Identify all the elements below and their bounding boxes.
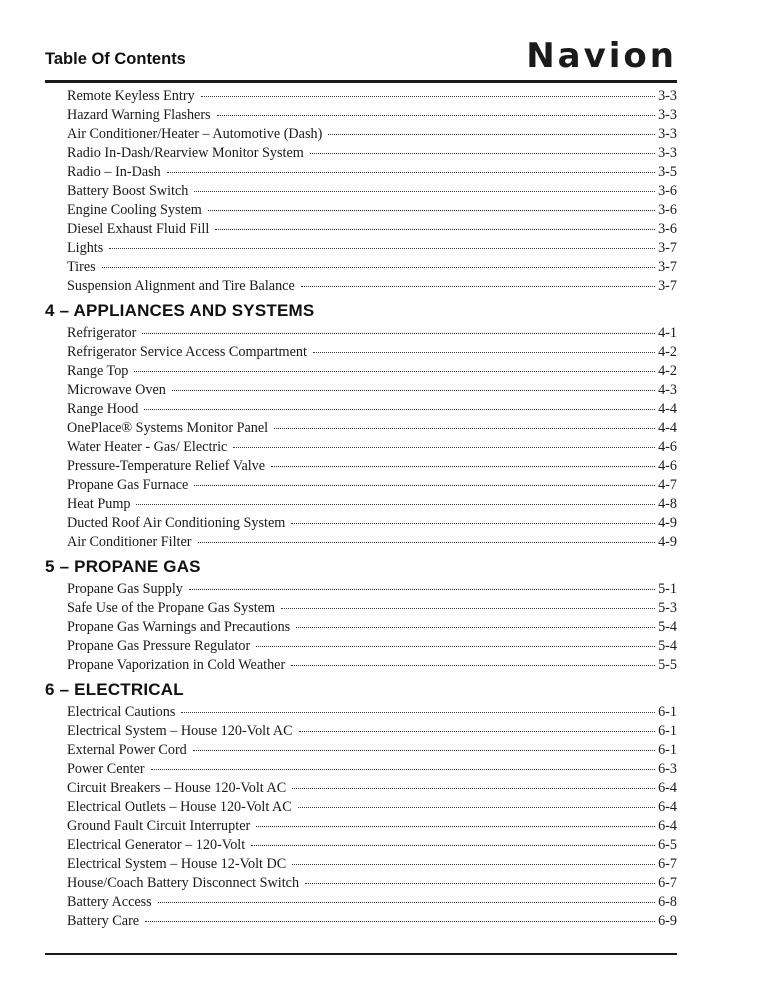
toc-entry-page: 4-6	[658, 458, 677, 474]
toc-entry[interactable]	[45, 220, 677, 239]
toc-entry-page: 6-1	[658, 742, 677, 758]
section-heading: 5 – PROPANE GAS	[45, 557, 201, 576]
toc-entry[interactable]	[45, 599, 677, 618]
toc-entry-title: Ground Fault Circuit Interrupter	[67, 818, 251, 834]
toc-entry[interactable]	[45, 277, 677, 296]
dot-leader	[305, 882, 655, 884]
toc-entry[interactable]	[45, 722, 677, 741]
toc-entry-title: Range Top	[67, 363, 129, 379]
toc-entry-page: 6-4	[658, 780, 677, 796]
dot-leader	[291, 522, 655, 524]
dot-leader	[172, 389, 655, 391]
toc-entry[interactable]	[45, 400, 677, 419]
toc-entry-page: 4-2	[658, 344, 677, 360]
dot-leader	[181, 711, 655, 713]
dot-leader	[292, 863, 655, 865]
toc-entry[interactable]	[45, 362, 677, 381]
toc-entry[interactable]	[45, 741, 677, 760]
dot-leader	[271, 465, 655, 467]
toc-entry-title: Range Hood	[67, 401, 139, 417]
dot-leader	[194, 190, 655, 192]
dot-leader	[134, 370, 655, 372]
dot-leader	[215, 228, 655, 230]
toc-entry-page: 6-4	[658, 818, 677, 834]
toc-entry-page: 3-6	[658, 202, 677, 218]
toc-entry-title: Water Heater - Gas/ Electric	[67, 439, 228, 455]
dot-leader	[310, 152, 655, 154]
header-rule	[45, 80, 677, 83]
toc-entry-title: Electrical Outlets – House 120-Volt AC	[67, 799, 292, 815]
toc-entry-title: Battery Boost Switch	[67, 183, 189, 199]
toc-entry-page: 4-8	[658, 496, 677, 512]
toc-entry-page: 4-4	[658, 420, 677, 436]
toc-entry[interactable]	[45, 874, 677, 893]
toc-entry-title: Pressure-Temperature Relief Valve	[67, 458, 266, 474]
toc-entry-title: Electrical System – House 12-Volt DC	[67, 856, 287, 872]
dot-leader	[167, 171, 655, 173]
toc-entry[interactable]	[45, 144, 677, 163]
toc-entry-page: 3-7	[658, 278, 677, 294]
toc-entry-title: Propane Gas Warnings and Precautions	[67, 619, 291, 635]
toc-entry[interactable]	[45, 836, 677, 855]
toc-entry-page: 4-6	[658, 439, 677, 455]
toc-entry-title: Electrical System – House 120-Volt AC	[67, 723, 293, 739]
toc-entry-page: 6-7	[658, 875, 677, 891]
toc-entry-title: Remote Keyless Entry	[67, 88, 195, 104]
toc-entry[interactable]	[45, 855, 677, 874]
toc-entry[interactable]	[45, 893, 677, 912]
toc-entry[interactable]	[45, 514, 677, 533]
toc-entry[interactable]	[45, 476, 677, 495]
toc-entry-page: 4-9	[658, 515, 677, 531]
toc-entry-page: 3-7	[658, 240, 677, 256]
dot-leader	[193, 749, 655, 751]
dot-leader	[256, 645, 655, 647]
toc-entry-title: Engine Cooling System	[67, 202, 202, 218]
toc-entry[interactable]	[45, 618, 677, 637]
toc-entry[interactable]	[45, 912, 677, 931]
toc-entry-page: 5-3	[658, 600, 677, 616]
toc-entry[interactable]	[45, 324, 677, 343]
brand-logo: Navion	[526, 36, 677, 76]
toc-entry-title: Lights	[67, 240, 104, 256]
toc-entry[interactable]	[45, 106, 677, 125]
toc-entry-page: 3-6	[658, 183, 677, 199]
toc-entry[interactable]	[45, 258, 677, 277]
toc-entry-title: Battery Access	[67, 894, 152, 910]
toc-entry-page: 4-1	[658, 325, 677, 341]
toc-entry[interactable]	[45, 201, 677, 220]
dot-leader	[233, 446, 655, 448]
dot-leader	[136, 503, 655, 505]
toc-entry-page: 5-4	[658, 638, 677, 654]
toc-entry[interactable]	[45, 533, 677, 552]
toc-entry-page: 4-7	[658, 477, 677, 493]
toc-entry-title: Circuit Breakers – House 120-Volt AC	[67, 780, 287, 796]
toc-entry[interactable]	[45, 457, 677, 476]
toc-entry-page: 4-3	[658, 382, 677, 398]
toc-entry-title: Tires	[67, 259, 96, 275]
toc-entry[interactable]	[45, 163, 677, 182]
toc-entry-title: Diesel Exhaust Fluid Fill	[67, 221, 210, 237]
toc-entry-title: Electrical Cautions	[67, 704, 176, 720]
toc-entry[interactable]	[45, 239, 677, 258]
toc-entry[interactable]	[45, 760, 677, 779]
toc-entry-title: Hazard Warning Flashers	[67, 107, 211, 123]
toc-entry-title: Refrigerator	[67, 325, 137, 341]
toc-entry-title: Radio In-Dash/Rearview Monitor System	[67, 145, 304, 161]
toc-entry-title: Propane Gas Pressure Regulator	[67, 638, 251, 654]
toc-entry-page: 3-5	[658, 164, 677, 180]
dot-leader	[251, 844, 655, 846]
dot-leader	[301, 285, 655, 287]
dot-leader	[142, 332, 655, 334]
toc-entry[interactable]	[45, 125, 677, 144]
dot-leader	[144, 408, 655, 410]
toc-entry-page: 4-2	[658, 363, 677, 379]
toc-entry-page: 6-1	[658, 723, 677, 739]
toc-entry[interactable]	[45, 656, 677, 675]
toc-entry[interactable]	[45, 182, 677, 201]
dot-leader	[208, 209, 655, 211]
toc-entry-title: Refrigerator Service Access Compartment	[67, 344, 307, 360]
toc-entry-page: 4-4	[658, 401, 677, 417]
dot-leader	[217, 114, 656, 116]
dot-leader	[296, 626, 655, 628]
toc-entry[interactable]	[45, 798, 677, 817]
toc-entry-page: 6-4	[658, 799, 677, 815]
toc-entry[interactable]	[45, 580, 677, 599]
toc-entry[interactable]	[45, 87, 677, 106]
dot-leader	[281, 607, 655, 609]
toc-entry-page: 6-7	[658, 856, 677, 872]
toc-entry[interactable]	[45, 419, 677, 438]
toc-entry[interactable]	[45, 343, 677, 362]
dot-leader	[158, 901, 655, 903]
section-heading: 4 – APPLIANCES AND SYSTEMS	[45, 301, 315, 320]
toc-entry[interactable]	[45, 779, 677, 798]
dot-leader	[189, 588, 655, 590]
toc-entry-title: Air Conditioner/Heater – Automotive (Dash)	[67, 126, 323, 142]
toc-entry[interactable]	[45, 495, 677, 514]
dot-leader	[194, 484, 655, 486]
toc-entry-title: Propane Vaporization in Cold Weather	[67, 657, 286, 673]
toc-entry[interactable]	[45, 703, 677, 722]
toc-entry[interactable]	[45, 438, 677, 457]
toc-entry-title: Safe Use of the Propane Gas System	[67, 600, 276, 616]
dot-leader	[109, 247, 655, 249]
toc-entry-page: 3-3	[658, 126, 677, 142]
page-title: Table Of Contents	[45, 50, 186, 68]
dot-leader	[201, 95, 655, 97]
dot-leader	[298, 806, 655, 808]
toc-entry-title: Battery Care	[67, 913, 140, 929]
dot-leader	[299, 730, 656, 732]
dot-leader	[313, 351, 655, 353]
toc-entry-title: Power Center	[67, 761, 145, 777]
dot-leader	[145, 920, 655, 922]
toc-entry-page: 5-5	[658, 657, 677, 673]
toc-entry-page: 6-9	[658, 913, 677, 929]
toc-entry-page: 3-7	[658, 259, 677, 275]
toc-entry-title: Propane Gas Furnace	[67, 477, 189, 493]
toc-entry-page: 6-8	[658, 894, 677, 910]
toc-entry-title: House/Coach Battery Disconnect Switch	[67, 875, 300, 891]
toc-entry-page: 5-1	[658, 581, 677, 597]
page-header	[45, 36, 677, 80]
dot-leader	[102, 266, 655, 268]
dot-leader	[256, 825, 655, 827]
toc-entry-title: Propane Gas Supply	[67, 581, 183, 597]
toc-entry-title: Electrical Generator – 120-Volt	[67, 837, 246, 853]
toc-entry-page: 4-9	[658, 534, 677, 550]
toc-entry-page: 5-4	[658, 619, 677, 635]
toc-entry-title: Air Conditioner Filter	[67, 534, 192, 550]
toc-entry-page: 3-3	[658, 145, 677, 161]
toc-entry-page: 3-3	[658, 107, 677, 123]
footer-rule	[45, 953, 677, 955]
toc-entry-title: Ducted Roof Air Conditioning System	[67, 515, 286, 531]
toc-entry-title: External Power Cord	[67, 742, 187, 758]
toc-entry-page: 6-1	[658, 704, 677, 720]
toc-entry[interactable]	[45, 381, 677, 400]
toc-entry[interactable]	[45, 637, 677, 656]
toc-entry-title: Radio – In-Dash	[67, 164, 161, 180]
section-heading: 6 – ELECTRICAL	[45, 680, 184, 699]
toc-entry-page: 6-5	[658, 837, 677, 853]
toc-entry-title: Microwave Oven	[67, 382, 166, 398]
toc-entry-page: 3-3	[658, 88, 677, 104]
dot-leader	[151, 768, 655, 770]
toc-entry[interactable]	[45, 817, 677, 836]
dot-leader	[291, 664, 655, 666]
toc-entry-title: Suspension Alignment and Tire Balance	[67, 278, 295, 294]
dot-leader	[292, 787, 655, 789]
dot-leader	[198, 541, 656, 543]
toc-entry-page: 6-3	[658, 761, 677, 777]
toc-entry-title: Heat Pump	[67, 496, 131, 512]
toc-entry-page: 3-6	[658, 221, 677, 237]
dot-leader	[328, 133, 655, 135]
table-of-contents	[45, 87, 677, 931]
toc-entry-title: OnePlace® Systems Monitor Panel	[67, 420, 269, 436]
dot-leader	[274, 427, 655, 429]
